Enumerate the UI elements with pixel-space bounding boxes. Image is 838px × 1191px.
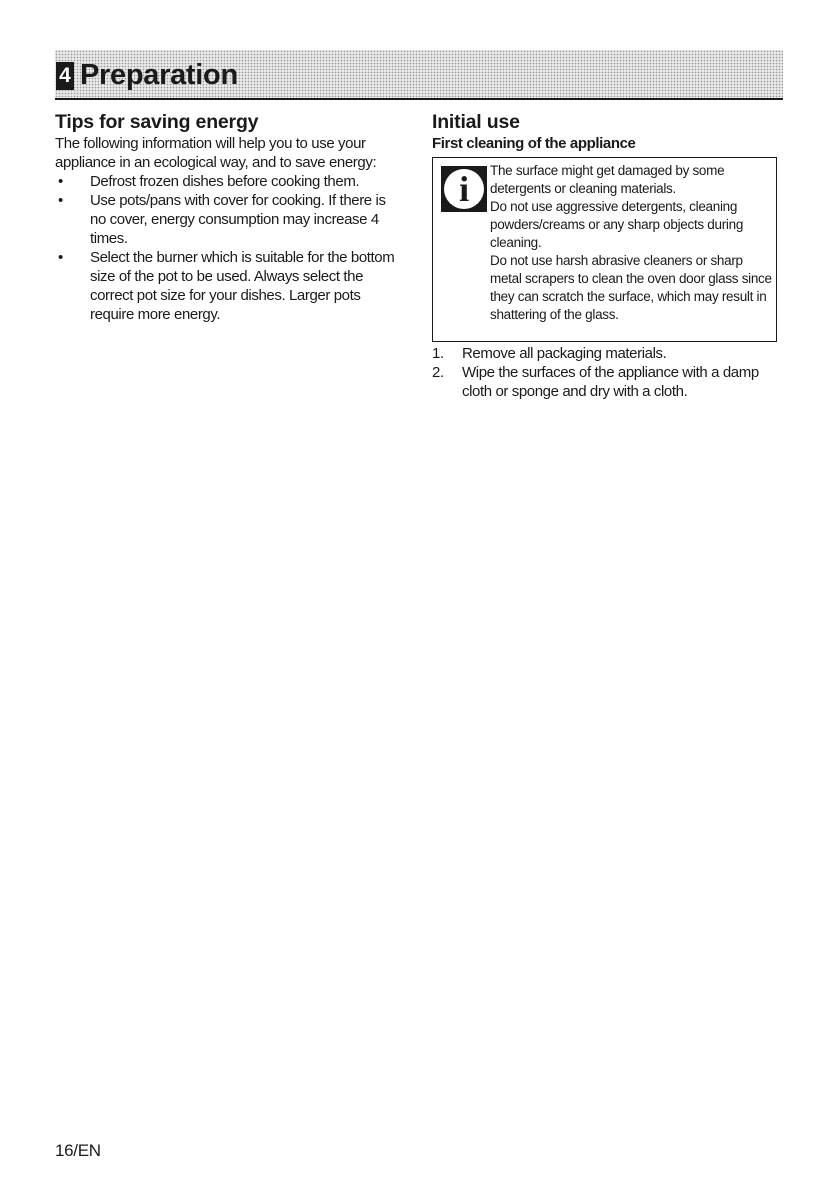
list-item xyxy=(55,191,405,248)
banner-underline xyxy=(55,98,783,100)
intro-paragraph: The following information will help you to use your appliance in an ecological way, and to save energy: xyxy=(55,135,377,171)
list-item-text: Defrost frozen dishes before cooking them. xyxy=(90,173,360,190)
list-item xyxy=(55,248,405,324)
info-paragraph: Do not use harsh abrasive cleaners or sharp metal scrapers to clean the oven door glass since they can scratch the surface, which may result in shattering of the glass. xyxy=(490,253,772,322)
list-item-text: Select the burner which is suitable for the bottom size of the pot to be used. Always select the correct pot size for your dishes. Larger pots require more energy. xyxy=(90,249,395,323)
info-icon xyxy=(441,166,487,212)
step-number: 2. xyxy=(432,364,444,381)
section-heading-energy: Tips for saving energy xyxy=(55,111,259,133)
energy-tips-list xyxy=(55,172,405,324)
left-column xyxy=(55,110,405,324)
step-number: 1. xyxy=(432,345,444,362)
step-text: Remove all packaging materials. xyxy=(462,345,667,362)
chapter-title: Preparation xyxy=(80,59,238,91)
right-column xyxy=(432,110,782,401)
cleaning-steps-list xyxy=(432,344,782,401)
info-paragraph: Do not use aggressive detergents, cleaning powders/creams or any sharp objects during cleaning. xyxy=(490,199,744,250)
bullet-dot: • xyxy=(58,249,63,266)
step-text: Wipe the surfaces of the appliance with a damp cloth or sponge and dry with a cloth. xyxy=(462,364,759,400)
page-number: 16/EN xyxy=(55,1141,101,1160)
chapter-number: 4 xyxy=(56,62,74,90)
list-item xyxy=(432,344,782,363)
list-item xyxy=(432,363,782,401)
bullet-dot: • xyxy=(58,192,63,209)
bullet-dot: • xyxy=(58,173,63,190)
info-icon-glyph: i xyxy=(459,169,469,209)
info-paragraph: The surface might get damaged by some detergents or cleaning materials. xyxy=(490,163,725,196)
subheading-first-cleaning: First cleaning of the appliance xyxy=(432,135,636,152)
list-item xyxy=(55,172,405,191)
list-item-text: Use pots/pans with cover for cooking. If there is no cover, energy consumption may increase 4 times. xyxy=(90,192,386,247)
info-note-box xyxy=(432,157,777,342)
section-heading-initial-use: Initial use xyxy=(432,111,520,133)
